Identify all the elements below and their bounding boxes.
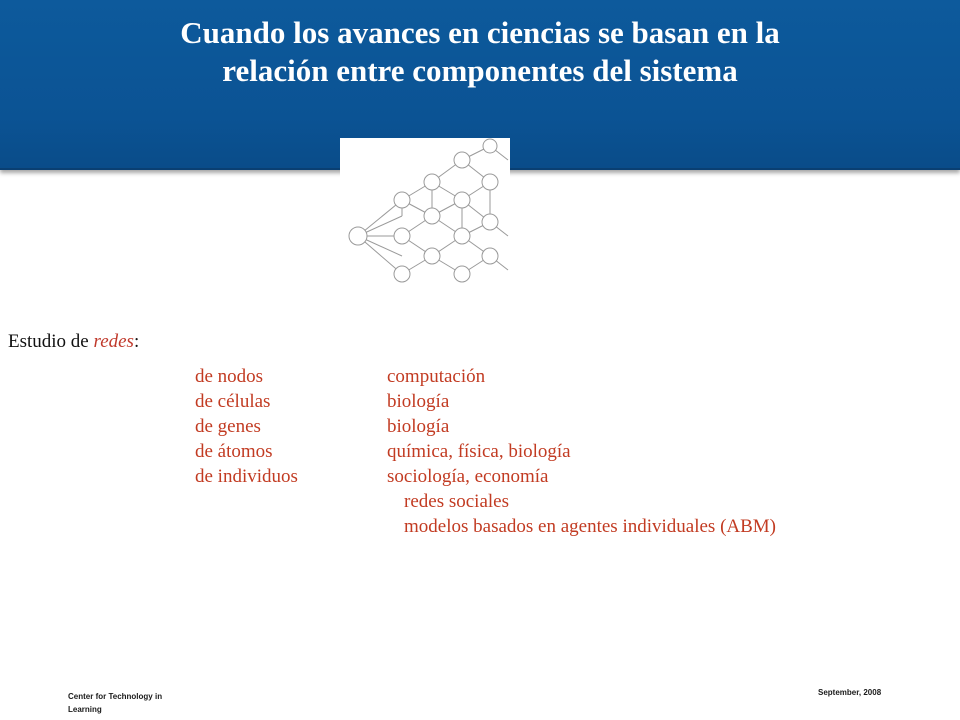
sub-item: redes sociales xyxy=(404,491,509,512)
intro-line xyxy=(8,330,952,354)
table-row xyxy=(195,364,776,389)
footer-date: September, 2008 xyxy=(818,688,882,697)
field-name: biología xyxy=(387,391,450,412)
empty-cell xyxy=(195,489,387,539)
intro-term: redes xyxy=(93,331,134,352)
slide-title xyxy=(0,14,960,90)
table-row xyxy=(195,439,776,464)
table-row xyxy=(195,414,776,439)
sub-items xyxy=(387,489,776,539)
field-name: química, física, biología xyxy=(387,441,571,462)
network-type: de células xyxy=(195,391,271,412)
network-graph-icon xyxy=(340,138,510,290)
table-row xyxy=(195,389,776,414)
footer-org-line-2: Learning xyxy=(68,705,102,714)
intro-suffix: : xyxy=(133,331,140,352)
table-row xyxy=(195,489,776,539)
network-type: de individuos xyxy=(195,466,298,487)
field-name: sociología, economía xyxy=(387,466,549,487)
sub-item: modelos basados en agentes individuales (ABM) xyxy=(404,516,777,537)
intro-prefix: Estudio de xyxy=(8,331,94,352)
content-body xyxy=(8,330,952,537)
network-type: de átomos xyxy=(195,441,273,462)
network-type: de nodos xyxy=(195,366,264,387)
title-line-1: Cuando los avances en ciencias se basan en la xyxy=(180,15,780,50)
network-table xyxy=(195,364,776,539)
field-name: biología xyxy=(387,416,450,437)
footer-org-line-1: Center for Technology in xyxy=(68,692,163,701)
footer-organization xyxy=(68,690,162,716)
table-row xyxy=(195,464,776,489)
title-line-2: relación entre componentes del sistema xyxy=(222,53,738,88)
field-name: computación xyxy=(387,366,486,387)
network-type: de genes xyxy=(195,416,261,437)
